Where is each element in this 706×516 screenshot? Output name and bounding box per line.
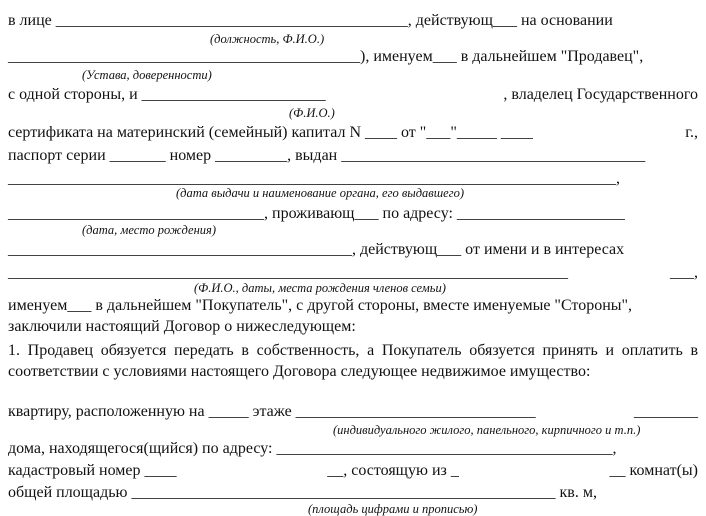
line-text: в лице ____________________________________________, действующ___ на основании xyxy=(8,12,613,29)
line-text: г., xyxy=(685,124,698,141)
caption-chleny-semi: (Ф.И.О., даты, места рождения членов семьи) xyxy=(194,281,446,295)
caption-tip-doma: (индивидуального жилого, панельного, кирпичного и т.п.) xyxy=(333,423,641,437)
line-text: общей площадью _____________________________________________________ кв. м, xyxy=(8,484,597,501)
line-text: __ комнат(ы) xyxy=(609,462,698,479)
paragraph-1: 1. Продавец обязуется передать в собственность, а Покупатель обязуется принять и оплатить в соответствии с условиями настоящего Договора следующее недвижимое имущество: xyxy=(8,342,698,380)
line-pokupatel xyxy=(8,295,698,317)
line-text: сертификата на материнский (семейный) капитал N ____ от "___"_____ ____ xyxy=(8,124,533,141)
line-text: заключили настоящий Договор о нижеследующем: xyxy=(8,318,356,335)
caption-dolzhnost: (должность, Ф.И.О.) xyxy=(210,32,325,46)
line-text: дома, находящегося(щийся) по адресу: __________________________________________, xyxy=(8,440,617,457)
caption-data-mesto: (дата, место рождения) xyxy=(82,223,216,237)
line-deystvuyushch xyxy=(8,239,698,261)
line-text: ___, xyxy=(670,264,698,281)
caption-ploshchad: (площадь цифрами и прописью) xyxy=(308,502,478,516)
caption-ustav: (Устава, доверенности) xyxy=(82,68,212,82)
line-sertifikat xyxy=(8,122,698,144)
line-prozhivayushch xyxy=(8,203,698,225)
line-text: ________________________________, проживающ___ по адресу: _____________________ xyxy=(8,205,625,222)
line-text: ______________________________________________________________________ xyxy=(8,264,568,281)
line-ustav xyxy=(8,46,698,68)
line-adres-doma xyxy=(8,438,698,460)
line-text: кадастровый номер ____ xyxy=(8,462,177,479)
line-zaklyuchili xyxy=(8,316,698,338)
line-text: с одной стороны, и _______________________ xyxy=(8,86,326,103)
line-text: __, состоящую из _ xyxy=(327,462,459,479)
line-v-lice xyxy=(8,10,698,32)
line-text: квартиру, расположенную на _____ этаже ______________________________ xyxy=(8,403,536,420)
line-pasport xyxy=(8,145,698,167)
line-text: ____________________________________________), именуем___ в дальнейшем "Продавец", xyxy=(8,48,644,65)
line-text: ___________________________________________, действующ___ от имени и в интересах xyxy=(8,241,625,258)
caption-fio: (Ф.И.О.) xyxy=(289,106,335,120)
line-odnoy-storony xyxy=(8,84,698,106)
line-ploshchad xyxy=(8,482,698,504)
line-text: именуем___ в дальнейшем "Покупатель", с другой стороны, вместе именуемые "Стороны", xyxy=(8,297,633,314)
line-kvartira xyxy=(8,401,698,423)
line-text: ________ xyxy=(634,403,698,420)
line-text: паспорт серии _______ номер _________, выдан ______________________________________ xyxy=(8,147,646,164)
line-kadastrovyy xyxy=(8,460,698,482)
caption-data-vydachi: (дата выдачи и наименование органа, его выдавшего) xyxy=(176,186,464,200)
line-text: , владелец Государственного xyxy=(503,86,698,103)
line-text: ____________________________________________________________________________, xyxy=(8,170,620,187)
